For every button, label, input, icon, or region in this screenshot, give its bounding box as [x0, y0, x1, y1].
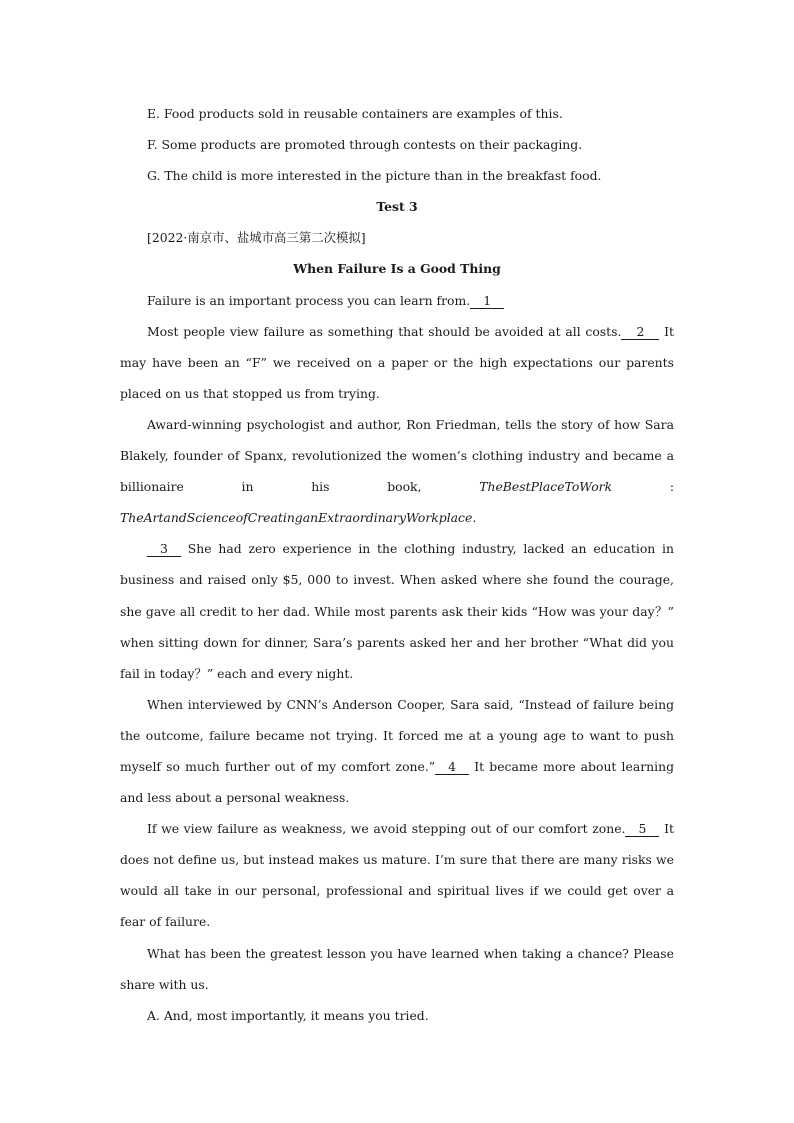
paragraph-1-text: Failure is an important process you can learn from. [147, 292, 471, 308]
blank-5: 5 [625, 822, 659, 837]
blank-4: 4 [435, 760, 469, 775]
paragraph-2-text-b: It may have been an “F” we received on a paper or the high expectations our parents placed on us that stopped us from trying. [120, 323, 675, 401]
option-g: G. The child is more interested in the picture than in the breakfast food. [147, 168, 602, 184]
blank-3: 3 [147, 542, 181, 557]
paragraph-6-text-a: If we view failure as weakness, we avoid stepping out of our comfort zone. [147, 821, 626, 837]
book-title-part-2: TheArtandScienceofCreatinganExtraordinaryWorkplace [120, 510, 473, 526]
option-e: E. Food products sold in reusable containers are examples of this. [147, 106, 563, 121]
paragraph-7: What has been the greatest lesson you have learned when taking a chance? Please share with us. [120, 945, 674, 992]
paragraph-5-text-a: When interviewed by CNN’s Anderson Cooper, Sara said, “Instead of failure being the outcome, failure became not trying. It forced me at a young age to want to push myself so much further out of my comfort zone.” [120, 696, 674, 774]
book-title-colon: : [669, 479, 674, 495]
paragraph-5 [120, 689, 674, 813]
source-line: [2022·南京市、盐城市高三第二次模拟] [147, 230, 366, 246]
paragraph-1 [120, 285, 674, 316]
paragraph-3-text: Award-winning psychologist and author, Ron Friedman, tells the story of how Sara Blakely, founder of Spanx, revolutionized the women’s clothing industry and became a billionaire in his book, [120, 416, 674, 495]
book-title-end: . [472, 510, 477, 526]
paragraph-3 [120, 409, 674, 502]
document-page [120, 98, 674, 1031]
blank-1: 1 [470, 294, 504, 309]
paragraph-2 [120, 316, 674, 409]
paragraph-3-book-line [120, 502, 674, 533]
paragraph-6-text-b: It does not define us, but instead makes us mature. I’m sure that there are many risks we would all take in our personal, professional and spiritual lives if we could get over a fear of failure. [120, 821, 674, 930]
paragraph-6 [120, 813, 674, 937]
article-title: When Failure Is a Good Thing [293, 261, 501, 277]
option-a: A. And, most importantly, it means you tried. [147, 1007, 429, 1023]
option-f: F. Some products are promoted through contests on their packaging. [147, 137, 583, 153]
paragraph-4 [120, 533, 674, 688]
blank-2: 2 [621, 325, 659, 340]
paragraph-4-text: She had zero experience in the clothing industry, lacked an education in business and raised only $5, 000 to invest. When asked where she found the courage, she gave all credit to her dad. While most parents ask their kids “How was your day？” when sitting down for dinner, Sara’s parents asked her and her brother “What did you fail in today？” each and every night. [120, 541, 674, 681]
paragraph-5-text-b: It became more about learning and less about a personal weakness. [120, 758, 675, 806]
test-heading: Test 3 [376, 199, 418, 215]
book-title-part-1: TheBestPlaceToWork [479, 479, 613, 495]
paragraph-2-text-a: Most people view failure as something that should be avoided at all costs. [147, 323, 622, 339]
